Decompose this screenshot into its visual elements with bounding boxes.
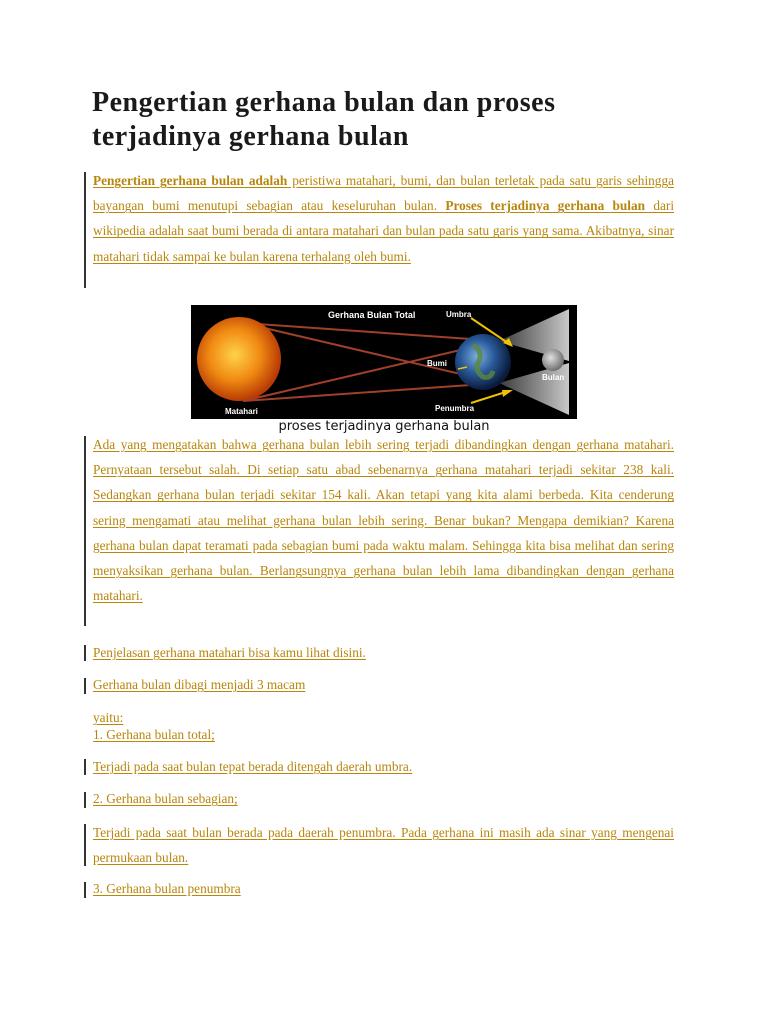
list-item-2-desc[interactable]	[93, 820, 674, 870]
paragraph-marker	[84, 792, 86, 808]
label-penumbra: Penumbra	[435, 404, 475, 413]
title-line-2: terjadinya gerhana bulan	[92, 121, 409, 152]
list-item-2-desc-text: Terjadi pada saat bulan berada pada daerah penumbra. Pada gerhana ini masih ada sinar yang mengenai permukaan bulan.	[93, 825, 674, 866]
label-matahari: Matahari	[225, 407, 258, 416]
figure-caption: proses terjadinya gerhana bulan	[278, 419, 490, 434]
list-item-3-text: 3. Gerhana bulan penumbra	[93, 881, 241, 896]
list-item-3[interactable]	[93, 881, 674, 897]
line-yaitu[interactable]	[93, 710, 674, 726]
paragraph-marker	[84, 436, 86, 626]
line-yaitu-text: yaitu:	[93, 710, 124, 725]
label-bumi: Bumi	[427, 359, 447, 368]
list-item-2[interactable]	[93, 791, 674, 807]
title-line-1: Pengertian gerhana bulan dan proses	[92, 87, 556, 118]
intro-bold-mid: Proses terjadinya gerhana bulan	[445, 198, 646, 214]
line-penjelasan-text: Penjelasan gerhana matahari bisa kamu lihat disini.	[93, 645, 366, 660]
intro-text-1: peristiwa matahari, bumi, dan bulan terletak pada satu garis sehingga bayangan bumi menutupi sebagian atau keseluruhan bulan.	[93, 173, 675, 214]
paragraph-marker	[84, 824, 86, 866]
sun-shape	[197, 317, 281, 401]
paragraph-2[interactable]	[93, 432, 674, 608]
intro-paragraph[interactable]	[93, 168, 674, 269]
earth-shape	[455, 334, 511, 390]
list-item-1-desc[interactable]	[93, 759, 674, 775]
intro-text-2: dari wikipedia adalah saat bumi berada di antara matahari dan bulan pada satu garis yang sama. Akibatnya, sinar matahari tidak sampai ke bulan karena terhalang oleh bumi.	[93, 198, 675, 264]
list-item-2-text: 2. Gerhana bulan sebagian;	[93, 791, 238, 806]
label-total: Gerhana Bulan Total	[328, 310, 416, 320]
paragraph-marker	[84, 172, 86, 288]
label-umbra: Umbra	[446, 310, 472, 319]
list-item-1-desc-text: Terjadi pada saat bulan tepat berada ditengah daerah umbra.	[93, 759, 413, 774]
label-bulan: Bulan	[542, 373, 565, 382]
eclipse-diagram	[191, 305, 577, 419]
paragraph-2-text: Ada yang mengatakan bahwa gerhana bulan lebih sering terjadi dibandingkan dengan gerhana matahari. Pernyataan tersebut salah. Di setiap satu abad sebenarnya gerhana matahari terjadi sekitar 238 kali. Sedangkan gerhana bulan terjadi sekitar 154 kali. Akan tetapi yang kita alami berbeda. Kita cenderung sering mengamati atau melihat gerhana bulan lebih sering. Benar bukan? Mengapa demikian? Karena gerhana bulan dapat teramati pada sebagian bumi pada waktu malam. Sehingga kita bisa melihat dan sering menyaksikan gerhana bulan. Berlangsungnya gerhana bulan lebih lama dibandingkan dengan gerhana matahari.	[93, 437, 674, 604]
paragraph-marker	[84, 882, 86, 898]
paragraph-marker	[84, 678, 86, 694]
line-dibagi[interactable]	[93, 677, 674, 693]
list-item-1-text: 1. Gerhana bulan total;	[93, 727, 215, 742]
line-dibagi-text: Gerhana bulan dibagi menjadi 3 macam	[93, 677, 306, 692]
line-penjelasan[interactable]	[93, 645, 674, 661]
list-item-1[interactable]	[93, 727, 674, 743]
intro-bold-lead: Pengertian gerhana bulan adalah	[93, 173, 288, 188]
article-title	[92, 86, 652, 154]
paragraph-marker	[84, 645, 86, 661]
moon-shape	[542, 349, 564, 371]
paragraph-marker	[84, 759, 86, 775]
